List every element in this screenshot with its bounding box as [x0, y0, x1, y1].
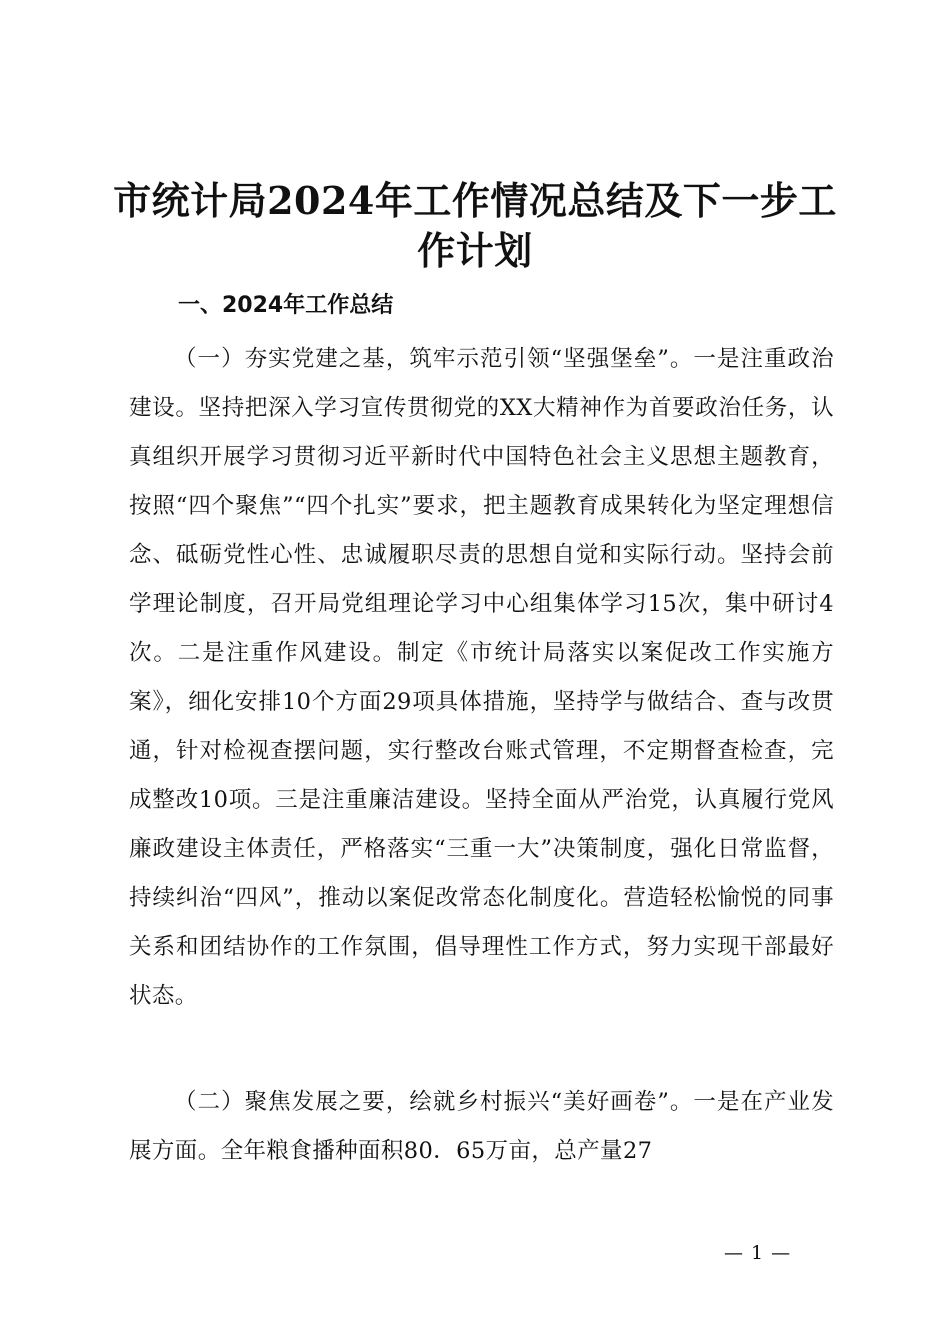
body-paragraph-2: （二）聚焦发展之要，绘就乡村振兴“美好画卷”。一是在产业发展方面。全年粮食播种面积80．65万亩，总产量27 [129, 1089, 834, 1164]
document-title: 市统计局2024年工作情况总结及下一步工作计划 [113, 178, 837, 273]
page-number: — 1 — [724, 1242, 792, 1264]
section-heading: 一、2024年工作总结 [178, 293, 394, 318]
body-paragraph-1: （一）夯实党建之基，筑牢示范引领“坚强堡垒”。一是注重政治建设。坚持把深入学习宣传贯彻党的XX大精神作为首要政治任务，认真组织开展学习贯彻习近平新时代中国特色社会主义思想主题教育，按照“四个聚焦”“四个扎实”要求，把主题教育成果转化为坚定理想信念、砥砺党性心性、忠诚履职尽责的思想自觉和实际行动。坚持会前学理论制度，召开局党组理论学习中心组集体学习15次，集中研讨4次。二是注重作风建设。制定《市统计局落实以案促改工作实施方案》，细化安排10个方面29项具体措施，坚持学与做结合、查与改贯通，针对检视查摆问题，实行整改台账式管理，不定期督查检查，完成整改10项。三是注重廉洁建设。坚持全面从严治党，认真履行党风廉政建设主体责任，严格落实“三重一大”决策制度，强化日常监督，持续纠治“四风”，推动以案促改常态化制度化。营造轻松愉悦的同事关系和团结协作的工作氛围，倡导理性工作方式，努力实现干部最好状态。 [129, 346, 834, 1009]
